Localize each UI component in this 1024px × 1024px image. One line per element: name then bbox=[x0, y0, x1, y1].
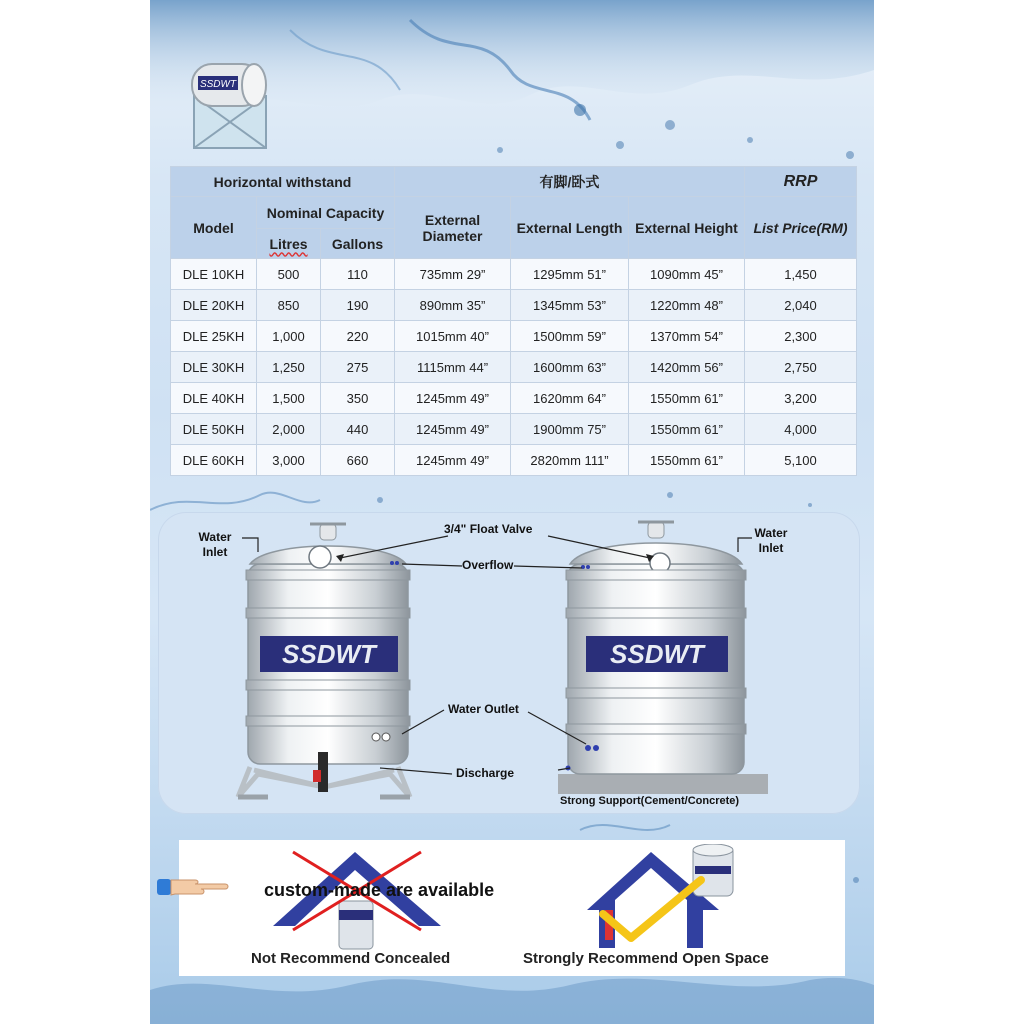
cell-length: 1900mm 75” bbox=[511, 414, 629, 445]
cell-height: 1370mm 54” bbox=[629, 321, 745, 352]
cell-height: 1090mm 45” bbox=[629, 259, 745, 290]
header-external-height: External Height bbox=[629, 197, 745, 259]
label-overflow: Overflow bbox=[462, 558, 514, 572]
cell-price: 4,000 bbox=[745, 414, 857, 445]
table-row bbox=[171, 352, 857, 383]
tank-diagram-panel bbox=[158, 512, 860, 814]
yellow-check-icon bbox=[597, 874, 707, 944]
cell-price: 5,100 bbox=[745, 445, 857, 476]
cell-diameter: 735mm 29” bbox=[395, 259, 511, 290]
header-rrp: RRP bbox=[745, 167, 857, 197]
brand-label-left: SSDWT bbox=[282, 639, 376, 669]
brand-label-right: SSDWT bbox=[610, 639, 704, 669]
table-row bbox=[171, 414, 857, 445]
cell-litres: 2,000 bbox=[257, 414, 321, 445]
cell-model: DLE 10KH bbox=[171, 259, 257, 290]
cell-diameter: 1245mm 49” bbox=[395, 383, 511, 414]
table-row bbox=[171, 290, 857, 321]
label-water-inlet-right: Water Inlet bbox=[754, 526, 788, 555]
header-model: Model bbox=[171, 197, 257, 259]
cell-model: DLE 50KH bbox=[171, 414, 257, 445]
cell-diameter: 1015mm 40” bbox=[395, 321, 511, 352]
cell-length: 1600mm 63” bbox=[511, 352, 629, 383]
cell-price: 2,300 bbox=[745, 321, 857, 352]
cell-model: DLE 20KH bbox=[171, 290, 257, 321]
table-row bbox=[171, 383, 857, 414]
cell-height: 1220mm 48” bbox=[629, 290, 745, 321]
label-water-outlet: Water Outlet bbox=[448, 702, 519, 716]
cell-diameter: 1245mm 49” bbox=[395, 414, 511, 445]
not-recommend-caption: Not Recommend Concealed bbox=[251, 950, 451, 967]
cell-length: 1295mm 51” bbox=[511, 259, 629, 290]
cell-height: 1550mm 61” bbox=[629, 445, 745, 476]
litres-label: Litres bbox=[269, 235, 308, 252]
price-table bbox=[170, 166, 857, 476]
cell-price: 3,200 bbox=[745, 383, 857, 414]
header-gallons: Gallons bbox=[321, 229, 395, 259]
cell-gallons: 440 bbox=[321, 414, 395, 445]
cell-litres: 500 bbox=[257, 259, 321, 290]
cell-length: 1620mm 64” bbox=[511, 383, 629, 414]
label-water-inlet-left: Water Inlet bbox=[198, 530, 232, 559]
cell-price: 1,450 bbox=[745, 259, 857, 290]
cell-litres: 1,250 bbox=[257, 352, 321, 383]
cell-height: 1550mm 61” bbox=[629, 383, 745, 414]
cell-model: DLE 25KH bbox=[171, 321, 257, 352]
cell-length: 1345mm 53” bbox=[511, 290, 629, 321]
cell-litres: 850 bbox=[257, 290, 321, 321]
label-discharge: Discharge bbox=[456, 766, 515, 780]
cell-gallons: 110 bbox=[321, 259, 395, 290]
strongly-recommend-caption: Strongly Recommend Open Space bbox=[523, 950, 769, 967]
tank-on-stand bbox=[238, 524, 410, 797]
cell-model: DLE 40KH bbox=[171, 383, 257, 414]
cell-gallons: 350 bbox=[321, 383, 395, 414]
cell-diameter: 1245mm 49” bbox=[395, 445, 511, 476]
cell-gallons: 220 bbox=[321, 321, 395, 352]
table-row bbox=[171, 445, 857, 476]
table-row bbox=[171, 259, 857, 290]
cell-price: 2,750 bbox=[745, 352, 857, 383]
table-row bbox=[171, 321, 857, 352]
custom-made-text: custom-made are available bbox=[264, 880, 495, 900]
header-chinese: 有脚/卧式 bbox=[395, 167, 745, 197]
cell-diameter: 890mm 35” bbox=[395, 290, 511, 321]
label-strong-support: Strong Support(Cement/Concrete) bbox=[560, 795, 740, 807]
cell-length: 1500mm 59” bbox=[511, 321, 629, 352]
cell-model: DLE 30KH bbox=[171, 352, 257, 383]
cell-height: 1550mm 61” bbox=[629, 414, 745, 445]
header-horizontal-withstand: Horizontal withstand bbox=[171, 167, 395, 197]
header-external-diameter: External Diameter bbox=[395, 197, 511, 259]
horizontal-tank-image bbox=[188, 56, 272, 152]
recommend-band bbox=[179, 840, 845, 976]
tank-on-concrete bbox=[558, 522, 768, 794]
cell-length: 2820mm 111” bbox=[511, 445, 629, 476]
pointing-hand-icon bbox=[155, 874, 229, 900]
label-float-valve: 3/4" Float Valve bbox=[444, 522, 533, 536]
cell-diameter: 1115mm 44” bbox=[395, 352, 511, 383]
cell-price: 2,040 bbox=[745, 290, 857, 321]
poster bbox=[150, 0, 874, 1024]
header-external-length: External Length bbox=[511, 197, 629, 259]
cell-gallons: 660 bbox=[321, 445, 395, 476]
cell-height: 1420mm 56” bbox=[629, 352, 745, 383]
cell-litres: 3,000 bbox=[257, 445, 321, 476]
cell-litres: 1,500 bbox=[257, 383, 321, 414]
cell-model: DLE 60KH bbox=[171, 445, 257, 476]
header-list-price: List Price(RM) bbox=[745, 197, 857, 259]
cell-litres: 1,000 bbox=[257, 321, 321, 352]
cell-gallons: 275 bbox=[321, 352, 395, 383]
header-nominal-capacity: Nominal Capacity bbox=[257, 197, 395, 229]
cell-gallons: 190 bbox=[321, 290, 395, 321]
brand-thumb: SSDWT bbox=[199, 79, 237, 90]
header-litres bbox=[257, 229, 321, 259]
